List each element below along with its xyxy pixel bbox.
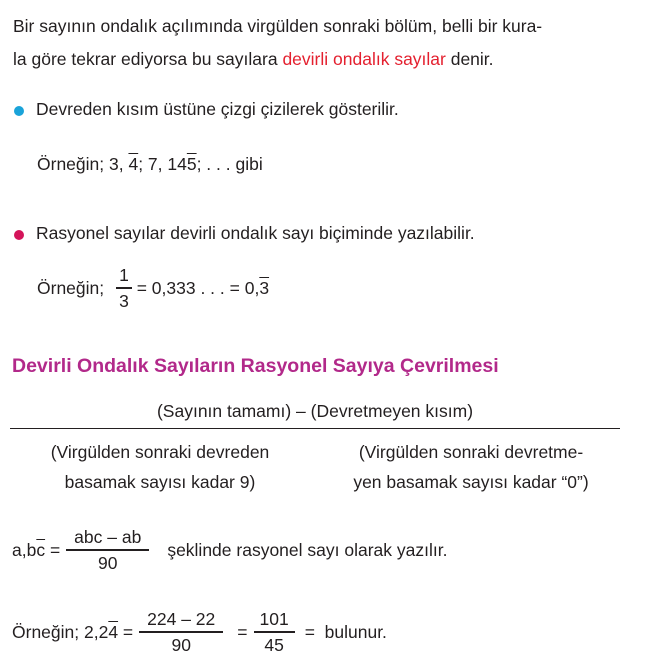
bullet2-example-after: = 0,333 . . . = 0,: [131, 277, 260, 298]
abc-fraction: [66, 525, 149, 574]
final-numerator-2: 101: [259, 609, 289, 630]
final-fraction-1: [139, 607, 223, 656]
final-suffix: = bulunur.: [304, 621, 387, 642]
section-title: Devirli Ondalık Sayıların Rasyonel Sayıya Çevrilmesi: [12, 355, 499, 377]
final-fraction-2: [254, 607, 295, 656]
final-equals-2: =: [237, 621, 248, 642]
final-prefix: Örneğin; 2,2: [12, 621, 109, 642]
final-equals-1: =: [118, 621, 134, 642]
formula-den-right-line1: (Virgülden sonraki devretme-: [358, 442, 584, 462]
fraction-one-third: [116, 263, 132, 312]
intro-text-1: Bir sayının ondalık açılımında virgülden sonraki bölüm, belli bir kura-: [13, 16, 543, 36]
formula-fraction-bar: [10, 428, 620, 429]
formula-denominator-right: [320, 437, 622, 497]
blue-bullet-icon: [14, 106, 24, 116]
bullet1-text: Devreden kısım üstüne çizgi çizilerek gösterilir.: [36, 99, 399, 119]
final-example: [12, 604, 387, 660]
bullet2-example: [37, 262, 269, 314]
repeat-digit-2: 5: [186, 154, 197, 174]
fraction-numerator: 1: [119, 265, 129, 286]
abc-lhs: a,b: [12, 539, 37, 560]
final-repeat-digit: 4: [108, 621, 119, 642]
final-numerator-1: 224 – 22: [147, 609, 216, 630]
fraction-denominator: 3: [119, 290, 129, 311]
final-denominator-1: 90: [171, 634, 191, 655]
intro-text-3: denir.: [445, 49, 494, 69]
abc-denominator: 90: [98, 552, 118, 573]
bullet1-example-mid: ; 7, 14: [138, 154, 187, 174]
abc-equals: =: [45, 539, 61, 560]
formula-numerator: (Sayının tamamı) – (Devretmeyen kısım): [156, 401, 474, 421]
abc-suffix: şeklinde rasyonel sayı olarak yazılır.: [167, 539, 448, 560]
formula-den-left-line2: basamak sayısı kadar 9): [64, 472, 256, 492]
abc-formula: [12, 522, 447, 578]
bullet2-text: Rasyonel sayılar devirli ondalık sayı biçiminde yazılabilir.: [36, 223, 475, 243]
repeat-digit-1: 4: [128, 154, 139, 174]
intro-paragraph: [13, 10, 638, 76]
bullet1-example: [37, 154, 263, 175]
formula-den-right-line2: yen basamak sayısı kadar “0”): [353, 472, 589, 492]
abc-numerator: abc – ab: [74, 527, 142, 548]
pink-bullet-icon: [14, 230, 24, 240]
formula-denominator-left: [24, 437, 296, 497]
repeat-digit-3: 3: [259, 277, 270, 298]
bullet1-example-suffix: ; . . . gibi: [196, 154, 263, 174]
intro-highlight: devirli ondalık sayılar: [282, 49, 446, 69]
intro-text-2: la göre tekrar ediyorsa bu sayılara: [13, 49, 283, 69]
final-denominator-2: 45: [264, 634, 284, 655]
bullet2-example-prefix: Örneğin;: [37, 277, 105, 298]
abc-repeat-digit: $\overline{c}$: [36, 539, 46, 560]
bullet1-example-prefix: Örneğin; 3,: [37, 154, 129, 174]
formula-den-left-line1: (Virgülden sonraki devreden: [50, 442, 270, 462]
